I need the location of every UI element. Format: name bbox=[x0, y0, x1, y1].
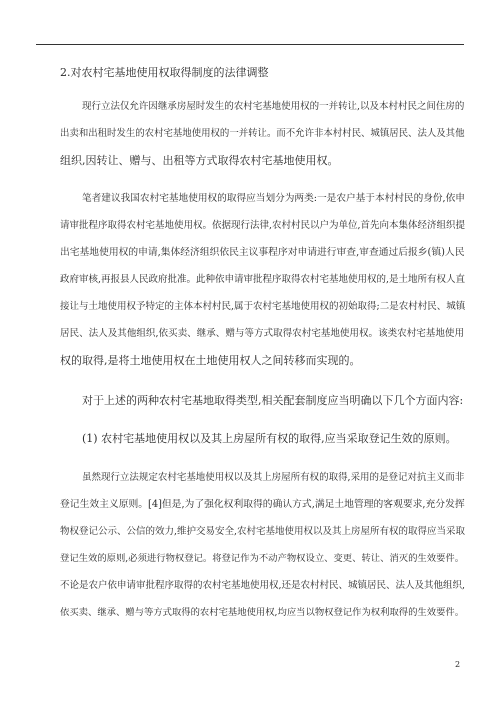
paragraph-5 bbox=[60, 464, 465, 626]
paragraph-3 bbox=[60, 387, 465, 414]
paragraph-line: 对于上述的两种农村宅基地取得类型,相关配套制度应当明确以下几个方面内容: bbox=[82, 394, 464, 407]
paragraph-line: 虽然现行立法规定农村宅基地使用权以及其上房屋所有权的取得,采用的是登记对抗主义而非 bbox=[82, 472, 465, 483]
paragraph-line: 政府审核,再报县人民政府批准。此种依申请审批程序取得农村宅基地使用权的,是土地所有权人直 bbox=[60, 274, 466, 285]
paragraph-line: 居民、法人及其他组织,依买卖、继承、赠与等方式取得农村宅基地使用权。该类农村宅基地使用 bbox=[60, 328, 464, 339]
paragraph-line: 登记生效的原则,必须进行物权登记。将登记作为不动产物权设立、变更、转让、消灭的生效要件。 bbox=[60, 553, 465, 564]
paragraph-4 bbox=[60, 425, 465, 452]
section-heading: 2.对农村宅基地使用权取得制度的法律调整 bbox=[60, 66, 269, 79]
paragraph-line: 依买卖、继承、赠与等方式取得的农村宅基地使用权,均应当以物权登记作为权利取得的生效要件。 bbox=[60, 607, 465, 618]
paragraph-line: 笔者建议我国农村宅基地使用权的取得应当划分为两类:一是农户基于本村村民的身份,依申 bbox=[82, 193, 465, 204]
paragraph-line: 出宅基地使用权的申请,集体经济组织依民主议事程序对申请进行审查,审查通过后报乡(镇)人民 bbox=[60, 247, 465, 258]
paragraph-line: 权的取得,是将土地使用权在土地使用权人之间转移而实现的。 bbox=[60, 354, 361, 367]
paragraph-line: 现行立法仅允许因继承房屋时发生的农村宅基地使用权的一并转让,以及本村村民之间住房的 bbox=[82, 101, 465, 112]
page-number: 2 bbox=[455, 660, 461, 669]
header-rule bbox=[36, 44, 464, 45]
paragraph-line: 物权登记公示、公信的效力,维护交易安全,农村宅基地使用权以及其上房屋所有权的取得应当采取 bbox=[60, 526, 466, 537]
paragraph-1 bbox=[60, 93, 465, 174]
paragraph-line: 组织,因转让、赠与、出租等方式取得农村宅基地使用权。 bbox=[60, 154, 339, 167]
paragraph-line: 登记生效主义原则。[4]但是,为了强化权利取得的确认方式,满足土地管理的客观要求,充分发挥 bbox=[60, 499, 465, 510]
paragraph-line: 接让与土地使用权予特定的主体本村村民,属于农村宅基地使用权的初始取得;二是农村村民、城镇 bbox=[60, 301, 466, 312]
paragraph-line: 出卖和出租时发生的农村宅基地使用权的一并转让。而不允许非本村村民、城镇居民、法人及其他 bbox=[60, 128, 465, 139]
paragraph-line: 不论是农户依申请审批程序取得的农村宅基地使用权,还是农村村民、城镇居民、法人及其他组织, bbox=[60, 580, 466, 591]
paragraph-line: (1) 农村宅基地使用权以及其上房屋所有权的取得,应当采取登记生效的原则。 bbox=[82, 432, 457, 445]
paragraph-line: 请审批程序取得农村宅基地使用权。依据现行法律,农村村民以户为单位,首先向本集体经济组织提 bbox=[60, 220, 466, 231]
paragraph-2 bbox=[60, 185, 465, 374]
